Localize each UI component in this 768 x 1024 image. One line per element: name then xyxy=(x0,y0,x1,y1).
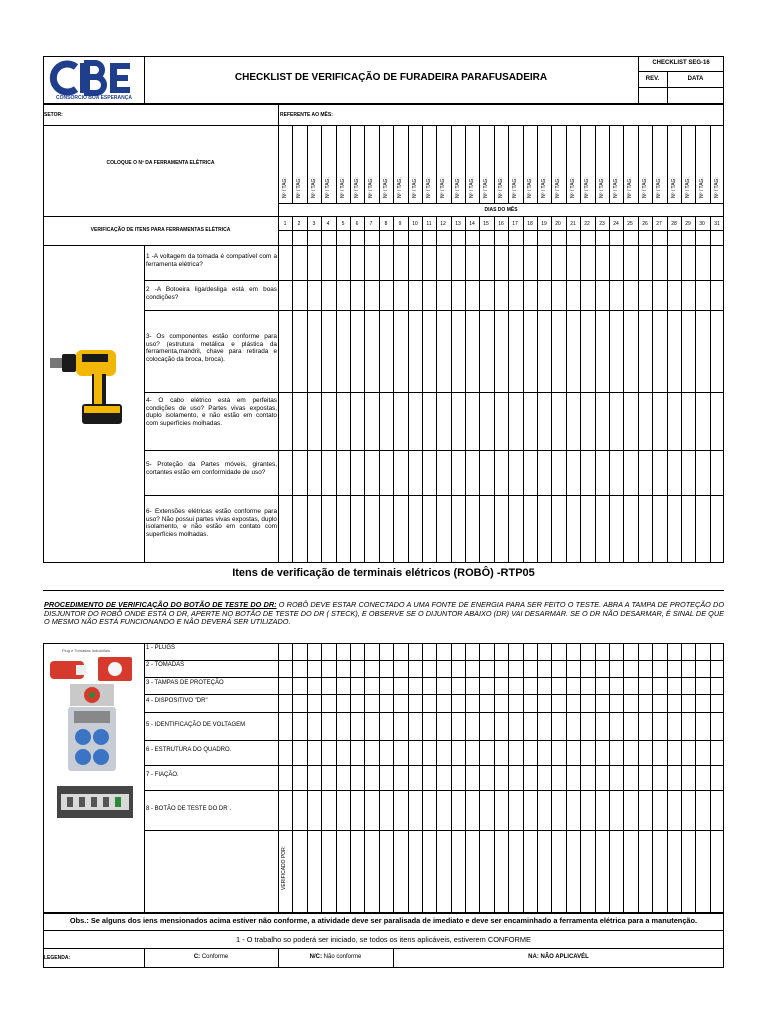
day-number: 10 xyxy=(412,221,418,227)
robot-item-2: 2 - TOMADAS xyxy=(146,662,185,668)
day-number: 26 xyxy=(642,221,648,227)
tool-tag-label: Nº / TAG: xyxy=(671,177,677,198)
robot-section-title: Itens de verificação de terminais elétricos (ROBÔ) -RTP05 xyxy=(232,567,535,579)
tool-tag-label: Nº / TAG: xyxy=(412,177,418,198)
day-number: 31 xyxy=(714,221,720,227)
day-number: 27 xyxy=(656,221,662,227)
tool-tag-label: Nº / TAG: xyxy=(325,177,331,198)
robot-item-6: 6 - ESTRUTURA DO QUADRO. xyxy=(146,747,232,753)
tool-tag-label: Nº / TAG: xyxy=(685,177,691,198)
dias-label: DIAS DO MÊS xyxy=(484,207,518,213)
rule-note: 1 - O trabalho so poderá ser iniciado, se todos os itens aplicáveis, estiverem CONFORME xyxy=(236,935,531,944)
day-number: 16 xyxy=(498,221,504,227)
protection-cover-photo xyxy=(70,684,114,706)
day-number: 25 xyxy=(627,221,633,227)
day-number: 9 xyxy=(398,221,402,227)
verified-by-label: VERIFICADO POR: xyxy=(281,845,287,890)
robot-item-4: 4 - DISPOSITIVO "DR" xyxy=(146,698,208,704)
tool-tag-label: Nº / TAG: xyxy=(368,177,374,198)
tool-tag-label: Nº / TAG: xyxy=(469,177,475,198)
page-title: CHECKLIST DE VERIFICAÇÃO DE FURADEIRA PARAFUSADEIRA xyxy=(234,72,548,83)
tool-tag-label: Nº / TAG: xyxy=(570,177,576,198)
day-number: 3 xyxy=(312,221,316,227)
legend-nao-aplicavel: NA: NÃO APLICAVÉL xyxy=(528,954,589,960)
day-number: 21 xyxy=(570,221,576,227)
rev-label: REV. xyxy=(645,76,660,82)
tool-tag-label: Nº / TAG: xyxy=(642,177,648,198)
day-number: 6 xyxy=(355,221,359,227)
tool-number-label: COLOQUE O Nº DA FERRAMENTA ELÉTRICA xyxy=(106,160,215,166)
procedure-label: PROCEDIMENTO DE VERIFICAÇÃO DO BOTÃO DE TESTE DO DR: xyxy=(44,600,277,609)
tool-tag-label: Nº / TAG: xyxy=(311,177,317,198)
day-number: 14 xyxy=(469,221,475,227)
day-number: 15 xyxy=(483,221,489,227)
tool-tag-label: Nº / TAG: xyxy=(340,177,346,198)
robot-item-3: 3 - TAMPAS DE PROTEÇÃO xyxy=(146,680,224,686)
day-number: 29 xyxy=(685,221,691,227)
tool-tag-label: Nº / TAG: xyxy=(555,177,561,198)
tool-item-2: 2 -A Botoeira liga/desliga está em boas condições? xyxy=(146,286,277,301)
logo-subtitle: CONSÓRCIO BOA ESPERANÇA xyxy=(56,95,132,101)
tool-tag-label: Nº / TAG: xyxy=(613,177,619,198)
day-number: 11 xyxy=(426,221,432,227)
tool-item-1: 1 -A voltagem da tomada é compatível com a ferramenta elétrica? xyxy=(146,253,277,268)
day-number: 18 xyxy=(527,221,533,227)
tool-tag-label: Nº / TAG: xyxy=(714,177,720,198)
day-number: 8 xyxy=(384,221,388,227)
tool-item-4: 4- O cabo elétrico está em perfeitas condições de uso? Partes vivas expostas, duplo isolamento, e não estão em contato com superfícies molhadas. xyxy=(146,397,277,427)
tool-tag-label: Nº / TAG: xyxy=(498,177,504,198)
tool-tag-label: Nº / TAG: xyxy=(455,177,461,198)
procedure-text xyxy=(44,601,724,627)
tool-tag-label: Nº / TAG: xyxy=(599,177,605,198)
cover-icon xyxy=(70,684,114,706)
data-label: DATA xyxy=(687,76,704,82)
tool-item-3: 3- Os componentes estão conforme para uso? (estrutura metálica e plástica da ferramenta,mandril, chave para retirada e colocação da broca, broca). xyxy=(146,333,277,363)
plug-photo-caption: Plug e Tomadas Industriais xyxy=(62,648,110,653)
obs-note: Obs.: Se alguns dos iens mensionados acima estiver não conforme, a atividade deve ser paralisada de imediato e deve ser encaminhado a ferramenta elétrica para a manutenção. xyxy=(69,916,698,925)
day-number: 19 xyxy=(541,221,547,227)
day-number: 7 xyxy=(369,221,373,227)
day-number: 28 xyxy=(671,221,677,227)
referente-label: REFERENTE AO MÊS: xyxy=(280,112,333,118)
day-number: 2 xyxy=(297,221,301,227)
procedure-body: O ROBÔ DEVE ESTAR CONECTADO A UMA FONTE DE ENERGIA PARA SER FEITO O TESTE. ABRA A TAMPA DE PROTEÇÃO DO DISJUNTOR DO ROBÔ ONDE ESTÁ O DR, APERTE NO BOTÃO DE TESTE DO DR ( STECK), E OBSERVE SE O DIJUNTOR ABAIXO (DR) VAI DESARMAR. SE O DR NÃO DESARMAR, É SINAL DE QUE O MESMO NÃO ESTÁ FUNCIONANDO E NÃO DEVERÁ SER UTILIZADO. xyxy=(44,600,724,627)
tool-tag-label: Nº / TAG: xyxy=(584,177,590,198)
tool-tag-label: Nº / TAG: xyxy=(354,177,360,198)
legend-nao-conforme: N/C: Não conforme xyxy=(309,954,362,960)
day-number: 17 xyxy=(512,221,518,227)
tool-tag-label: Nº / TAG: xyxy=(527,177,533,198)
drill-icon xyxy=(48,344,128,429)
plug-socket-icon xyxy=(46,655,138,683)
panel-photo xyxy=(68,707,116,771)
tool-tag-label: Nº / TAG: xyxy=(541,177,547,198)
tool-tag-label: Nº / TAG: xyxy=(397,177,403,198)
legend-label: LEGENDA: xyxy=(44,955,71,961)
day-number: 23 xyxy=(599,221,605,227)
tool-tag-label: Nº / TAG: xyxy=(483,177,489,198)
plug-photo xyxy=(46,655,138,683)
legend-conforme: C: Conforme xyxy=(193,954,229,960)
robot-item-7: 7 - FIAÇÃO. xyxy=(146,772,179,778)
tool-item-5: 5- Proteção da Partes móveis, girantes, cortantes estão em conformidade de uso? xyxy=(146,461,277,476)
day-number: 13 xyxy=(455,221,461,227)
day-number: 22 xyxy=(584,221,590,227)
day-number: 30 xyxy=(699,221,705,227)
checklist-code: CHECKLIST SEG-16 xyxy=(652,60,710,66)
tool-tag-label: Nº / TAG: xyxy=(512,177,518,198)
tool-tag-label: Nº / TAG: xyxy=(699,177,705,198)
tool-tag-label: Nº / TAG: xyxy=(426,177,432,198)
verification-label: VERIFICAÇÃO DE ITENS PARA FERRAMENTAS ELÉTRICA xyxy=(90,227,231,233)
setor-label: SETOR: xyxy=(44,112,63,118)
robot-item-5: 5 - IDENTIFICAÇÃO DE VOLTAGEM xyxy=(146,722,246,728)
tool-tag-label: Nº / TAG: xyxy=(282,177,288,198)
tool-tag-label: Nº / TAG: xyxy=(296,177,302,198)
tool-item-6: 6- Extensões elétricas estão conforme para uso? Não possui partes vivas expostas, duplo isolamento, e não estão em contato com superfícies molhadas. xyxy=(146,508,277,538)
day-number: 1 xyxy=(283,221,287,227)
day-number: 12 xyxy=(440,221,446,227)
breaker-photo xyxy=(57,786,133,818)
tool-tag-label: Nº / TAG: xyxy=(440,177,446,198)
tool-tag-label: Nº / TAG: xyxy=(383,177,389,198)
day-number: 20 xyxy=(555,221,561,227)
day-number: 5 xyxy=(341,221,345,227)
tool-tag-label: Nº / TAG: xyxy=(627,177,633,198)
electrical-panel-icon xyxy=(68,707,116,771)
breaker-icon xyxy=(57,786,133,818)
drill-image xyxy=(48,344,128,429)
day-number: 4 xyxy=(326,221,330,227)
tool-tag-label: Nº / TAG: xyxy=(656,177,662,198)
day-number: 24 xyxy=(613,221,619,227)
robot-item-1: 1 - PLUGS xyxy=(146,645,176,651)
robot-item-8: 8 - BOTÃO DE TESTE DO DR . xyxy=(146,806,231,812)
